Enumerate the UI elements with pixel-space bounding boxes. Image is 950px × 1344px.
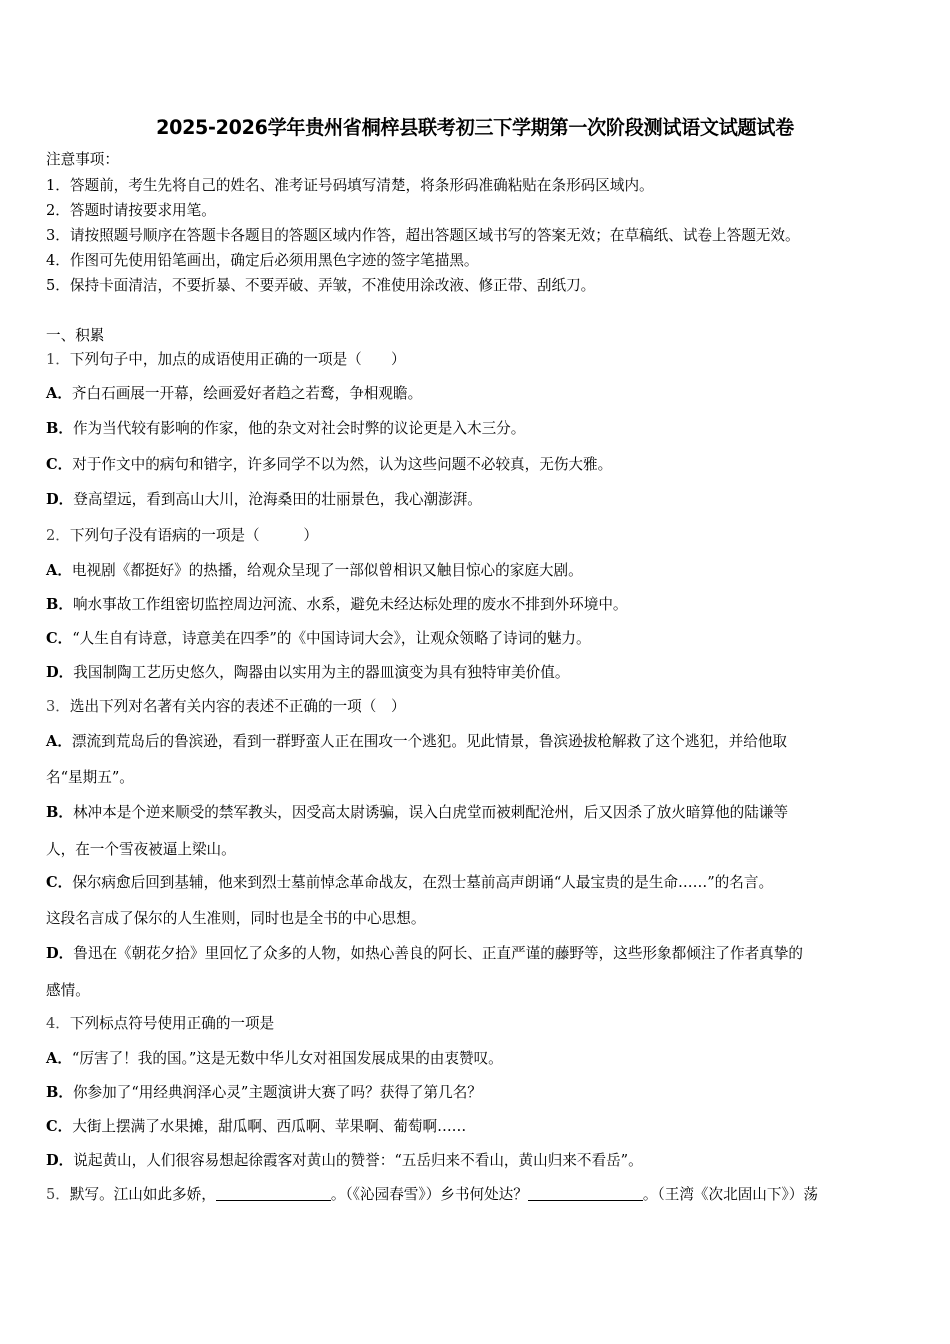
question-text: 下列标点符号使用正确的一项是 xyxy=(69,1015,275,1032)
question-number: 2． xyxy=(46,527,70,544)
question-5-stem xyxy=(46,1185,818,1205)
option-label: A． xyxy=(46,562,72,579)
option-label: D． xyxy=(46,491,74,508)
option-label: C． xyxy=(46,456,73,473)
question-number: 5． xyxy=(46,1186,70,1203)
option-text: 漂流到荒岛后的鲁滨逊，看到一群野蛮人正在围攻一个逃犯。见此情景，鲁滨逊拔枪解救了这个逃犯，并给他取 xyxy=(71,733,788,750)
option-text: 你参加了“用经典润泽心灵”主题演讲大赛了吗？获得了第几名？ xyxy=(72,1084,482,1101)
question-number: 1． xyxy=(46,351,70,368)
option-b xyxy=(46,803,788,823)
page-title: 2025-2026学年贵州省桐梓县联考初三下学期第一次阶段测试语文试题试卷 xyxy=(156,116,794,139)
option-label: B． xyxy=(46,804,73,821)
section-heading: 一、积累 xyxy=(46,327,105,344)
option-label: A． xyxy=(46,385,72,402)
option-c xyxy=(46,1117,466,1137)
question-3-stem xyxy=(46,697,406,717)
option-b xyxy=(46,1083,482,1103)
question-text: 。（《沁园春雪》）乡书何处达？ xyxy=(330,1186,528,1203)
question-number: 3． xyxy=(46,698,70,715)
option-c-continued: 这段名言成了保尔的人生准则，同时也是全书的中心思想。 xyxy=(46,910,426,927)
notice-item: 1．答题前，考生先将自己的姓名、准考证号码填写清楚，将条形码准确粘贴在条形码区域内。 xyxy=(46,177,654,194)
question-1-stem xyxy=(46,350,406,370)
notice-item: 5．保持卡面清洁，不要折暴、不要弄破、弄皱，不准使用涂改液、修正带、刮纸刀。 xyxy=(46,277,596,294)
option-text: 鲁迅在《朝花夕拾》里回忆了众多的人物，如热心善良的阿长、正直严谨的藤野等，这些形象都倾注了作者真挚的 xyxy=(73,945,803,962)
question-text: 。（王湾《次北固山下》）荡 xyxy=(642,1186,818,1203)
option-b-continued: 人，在一个雪夜被逼上梁山。 xyxy=(46,841,236,858)
question-number: 4． xyxy=(46,1015,70,1032)
option-a xyxy=(46,561,583,581)
option-c xyxy=(46,629,591,649)
option-label: A． xyxy=(46,1050,72,1067)
option-a xyxy=(46,732,787,752)
option-text: 我国制陶工艺历史悠久，陶器由以实用为主的器皿演变为具有独特审美价值。 xyxy=(73,664,570,681)
notice-item: 3．请按照题号顺序在答题卡各题目的答题区域内作答，超出答题区域书写的答案无效；在草稿纸、试卷上答题无效。 xyxy=(46,227,800,244)
option-text: 林冲本是个逆来顺受的禁军教头，因受高太尉诱骗，误入白虎堂而被刺配沧州，后又因杀了放火暗算他的陆谦等 xyxy=(72,804,789,821)
option-text: 响水事故工作组密切监控周边河流、水系，避免未经达标处理的废水不排到外环境中。 xyxy=(72,596,628,613)
option-b xyxy=(46,419,525,439)
option-label: D． xyxy=(46,664,74,681)
question-4-stem xyxy=(46,1014,274,1034)
option-a xyxy=(46,1049,503,1069)
option-label: C． xyxy=(46,630,73,647)
option-label: B． xyxy=(46,1084,73,1101)
question-text: 下列句子没有语病的一项是（ ） xyxy=(69,527,318,544)
notice-item: 2．答题时请按要求用笔。 xyxy=(46,202,216,219)
option-text: “厉害了！我的国。”这是无数中华儿女对祖国发展成果的由衷赞叹。 xyxy=(71,1050,503,1067)
question-text: 选出下列对名著有关内容的表述不正确的一项（ ） xyxy=(69,698,406,715)
option-text: 齐白石画展一开幕，绘画爱好者趋之若鹜，争相观瞻。 xyxy=(71,385,423,402)
notice-item: 4．作图可先使用铅笔画出，确定后必须用黑色字迹的签字笔描黑。 xyxy=(46,252,479,269)
option-text: 说起黄山，人们很容易想起徐霞客对黄山的赞誉：“五岳归来不看山，黄山归来不看岳”。 xyxy=(73,1152,643,1169)
question-text: 默写。江山如此多娇， xyxy=(69,1186,216,1203)
option-text: 保尔病愈后回到基辅，他来到烈士墓前悼念革命战友，在烈士墓前高声朗诵“人最宝贵的是生命……”的名言。 xyxy=(72,874,774,891)
option-a-continued: 名“星期五”。 xyxy=(46,769,134,786)
option-d xyxy=(46,663,569,683)
option-c xyxy=(46,455,612,475)
option-label: A． xyxy=(46,733,72,750)
option-text: 对于作文中的病句和错字，许多同学不以为然，认为这些问题不必较真，无伤大雅。 xyxy=(72,456,613,473)
option-label: D． xyxy=(46,1152,74,1169)
option-d xyxy=(46,490,482,510)
option-c xyxy=(46,873,773,893)
option-text: “人生自有诗意，诗意美在四季”的《中国诗词大会》，让观众领略了诗词的魅力。 xyxy=(72,630,591,647)
option-d xyxy=(46,1151,643,1171)
option-label: C． xyxy=(46,874,73,891)
answer-blank[interactable] xyxy=(216,1186,331,1201)
option-text: 电视剧《都挺好》的热播，给观众呈现了一部似曾相识又触目惊心的家庭大剧。 xyxy=(71,562,583,579)
option-text: 大街上摆满了水果摊，甜瓜啊、西瓜啊、苹果啊、葡萄啊…… xyxy=(72,1118,467,1135)
notice-heading: 注意事项： xyxy=(46,151,119,168)
answer-blank[interactable] xyxy=(528,1186,643,1201)
question-text: 下列句子中，加点的成语使用正确的一项是（ ） xyxy=(69,351,406,368)
option-a xyxy=(46,384,422,404)
option-label: D． xyxy=(46,945,74,962)
option-text: 登高望远，看到高山大川，沧海桑田的壮丽景色，我心潮澎湃。 xyxy=(73,491,482,508)
option-text: 作为当代较有影响的作家，他的杂文对社会时弊的议论更是入木三分。 xyxy=(72,420,526,437)
option-d xyxy=(46,944,803,964)
question-2-stem xyxy=(46,526,318,546)
option-d-continued: 感情。 xyxy=(46,982,90,999)
option-b xyxy=(46,595,628,615)
option-label: C． xyxy=(46,1118,73,1135)
option-label: B． xyxy=(46,420,73,437)
option-label: B． xyxy=(46,596,73,613)
